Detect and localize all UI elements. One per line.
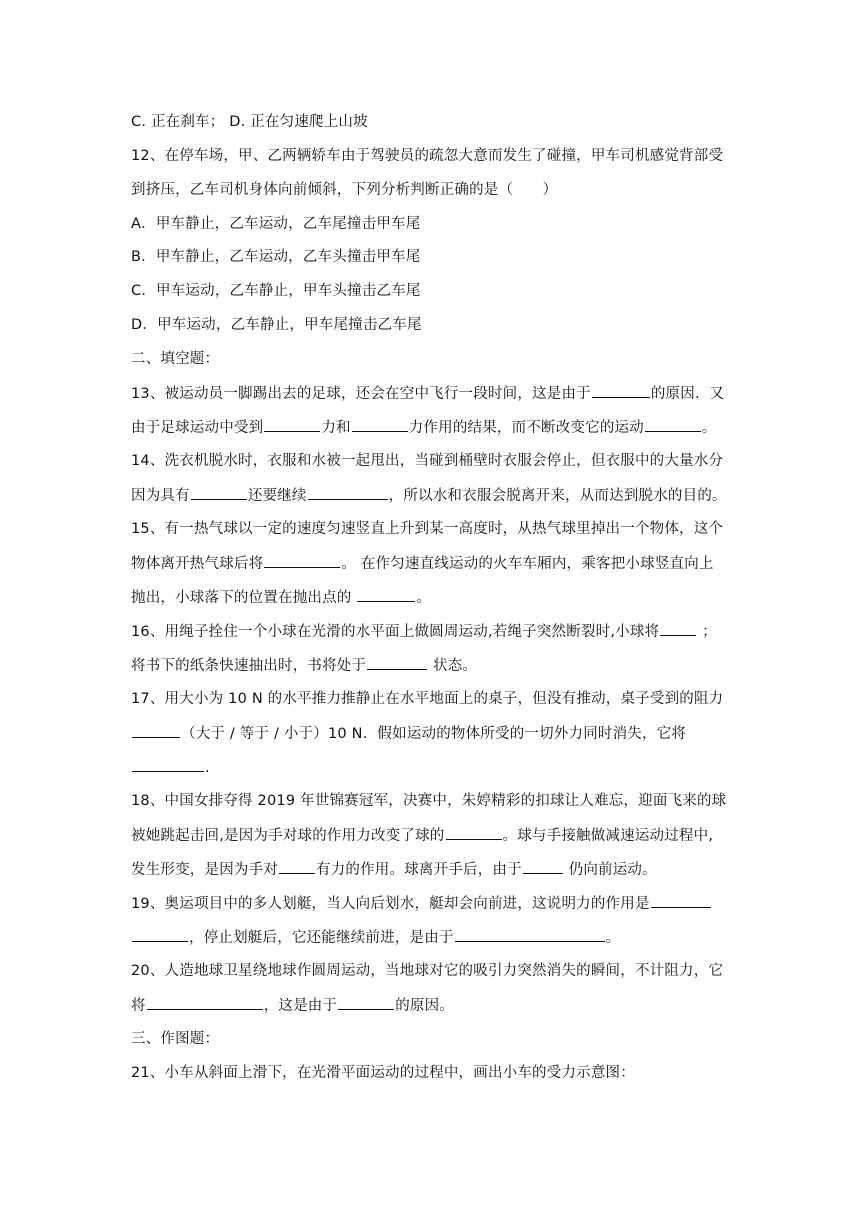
q15-line2 (131, 553, 714, 574)
q15-text-b: 。 在作匀速直线运动的火车车厢内，乘客把小球竖直向上 (341, 556, 714, 572)
q13-text-d: 力和 (321, 420, 351, 436)
q13-text-c: 由于足球运动中受到 (131, 420, 264, 436)
answer-blank[interactable] (132, 723, 180, 738)
section-heading-fill: 二、填空题： (131, 351, 220, 367)
q18-text-d: 有力的作用。球离开手后，由于 (316, 862, 522, 878)
q15-line1: 15、有一热气球以一定的速度匀速竖直上升到某一高度时，从热气球里掉出一个物体，这个 (131, 521, 724, 537)
answer-blank[interactable] (523, 859, 563, 874)
answer-blank[interactable] (308, 485, 388, 500)
answer-blank[interactable] (352, 417, 408, 432)
q19-line1 (131, 893, 712, 914)
q12-option-b: B．甲车静止，乙车运动，乙车头撞击甲车尾 (131, 249, 421, 265)
answer-blank[interactable] (645, 417, 701, 432)
q14-line1: 14、洗衣机脱水时，衣服和水被一起甩出，当碰到桶壁时衣服会停止，但衣服中的大量水分 (131, 453, 724, 469)
answer-blank[interactable] (651, 893, 711, 908)
q17-line1: 17、用大小为 10 N 的水平推力推静止在水平地面上的桌子，但没有推动，桌子受到的阻力 (131, 691, 724, 707)
q12-option-a: A．甲车静止，乙车运动，乙车尾撞击甲车尾 (131, 216, 421, 232)
answer-blank[interactable] (592, 383, 650, 398)
q16-text-a: 16、用绳子拴住一个小球在光滑的水平面上做圆周运动,若绳子突然断裂时,小球将 (131, 624, 660, 640)
q20-text-b: ，这是由于 (263, 998, 338, 1014)
q18-line2 (131, 825, 713, 846)
q13-text-b: 的原因．又 (650, 386, 725, 402)
answer-blank[interactable] (264, 553, 340, 568)
answer-blank[interactable] (357, 587, 415, 602)
q18-line1: 18、中国女排夺得 2019 年世锦赛冠军，决赛中，朱婷精彩的扣球让人难忘，迎面飞来的球 (131, 793, 727, 809)
section-heading-drawing: 三、作图题： (131, 1031, 220, 1047)
q12-stem-line2: 到挤压，乙车司机身体向前倾斜，下列分析判断正确的是（ ） (131, 182, 558, 198)
q15-text-a: 物体离开热气球后将 (131, 556, 264, 572)
q12-option-c: C．甲车运动，乙车静止，甲车头撞击乙车尾 (131, 283, 421, 299)
q18-text-c: 发生形变，是因为手对 (131, 862, 278, 878)
q18-text-e: 仍向前运动。 (563, 862, 657, 878)
q19-text-a: 19、奥运项目中的多人划艇，当人向后划水，艇却会向前进，这说明力的作用是 (131, 896, 650, 912)
q17-line2 (131, 723, 686, 744)
q15-text-c: 抛出，小球落下的位置在抛出点的 (131, 590, 357, 606)
q19-text-b: ，停止划艇后，它还能继续前进，是由于 (189, 930, 454, 946)
q19-line2 (131, 927, 620, 948)
q20-text-a: 将 (131, 998, 146, 1014)
q14-text-a: 因为具有 (131, 488, 190, 504)
q13-line2 (131, 417, 717, 438)
q20-text-c: 的原因。 (395, 998, 455, 1014)
q13-text-a: 13、被运动员一脚踢出去的足球，还会在空中飞行一段时间，这是由于 (131, 386, 591, 402)
answer-blank[interactable] (367, 655, 427, 670)
q16-text-c: 将书下的纸条快速抽出时，书将处于 (131, 658, 367, 674)
answer-blank[interactable] (455, 927, 605, 942)
answer-blank[interactable] (660, 621, 696, 636)
q14-text-c: ，所以水和衣服会脱离开来，从而达到脱水的目的。 (388, 488, 727, 504)
q14-line2 (131, 485, 727, 506)
q14-text-b: 还要继续 (247, 488, 307, 504)
q20-line2 (131, 995, 454, 1016)
q18-text-a: 被她跳起击回,是因为手对球的作用力改变了球的 (131, 828, 445, 844)
answer-blank[interactable] (446, 825, 502, 840)
q11-options-cd: C. 正在刹车； D. 正在匀速爬上山坡 (131, 114, 368, 130)
q15-line3 (131, 587, 431, 608)
answer-blank[interactable] (132, 927, 188, 942)
q17-line3 (131, 757, 210, 778)
q17-text-a: （大于 / 等于 / 小于）10 N．假如运动的物体所受的一切外力同时消失，它将 (181, 726, 687, 742)
answer-blank[interactable] (338, 995, 394, 1010)
q18-text-b: 。球与手接触做减速运动过程中, (502, 828, 714, 844)
answer-blank[interactable] (191, 485, 247, 500)
q12-stem-line1: 12、在停车场，甲、乙两辆轿车由于驾驶员的疏忽大意而发生了碰撞，甲车司机感觉背部受 (131, 148, 724, 164)
q13-text-e: 力作用的结果，而不断改变它的运动 (408, 420, 644, 436)
q16-line1 (131, 621, 717, 642)
q15-text-d: 。 (416, 590, 432, 606)
q12-option-d: D．甲车运动，乙车静止，甲车尾撞击乙车尾 (131, 317, 422, 333)
q18-line3 (131, 859, 657, 880)
q13-text-f: 。 (701, 420, 717, 436)
answer-blank[interactable] (279, 859, 315, 874)
q16-text-b: ； (697, 624, 717, 640)
answer-blank[interactable] (147, 995, 263, 1010)
q21-line1: 21、小车从斜面上滑下，在光滑平面运动的过程中，画出小车的受力示意图： (131, 1065, 635, 1081)
answer-blank[interactable] (132, 757, 204, 772)
q17-text-b: . (205, 760, 210, 776)
answer-blank[interactable] (264, 417, 320, 432)
q16-line2 (131, 655, 477, 676)
q16-text-d: 状态。 (428, 658, 478, 674)
q20-line1: 20、人造地球卫星绕地球作圆周运动，当地球对它的吸引力突然消失的瞬间，不计阻力，它 (131, 963, 724, 979)
q19-text-c: 。 (605, 930, 621, 946)
q13-line1 (131, 383, 724, 404)
